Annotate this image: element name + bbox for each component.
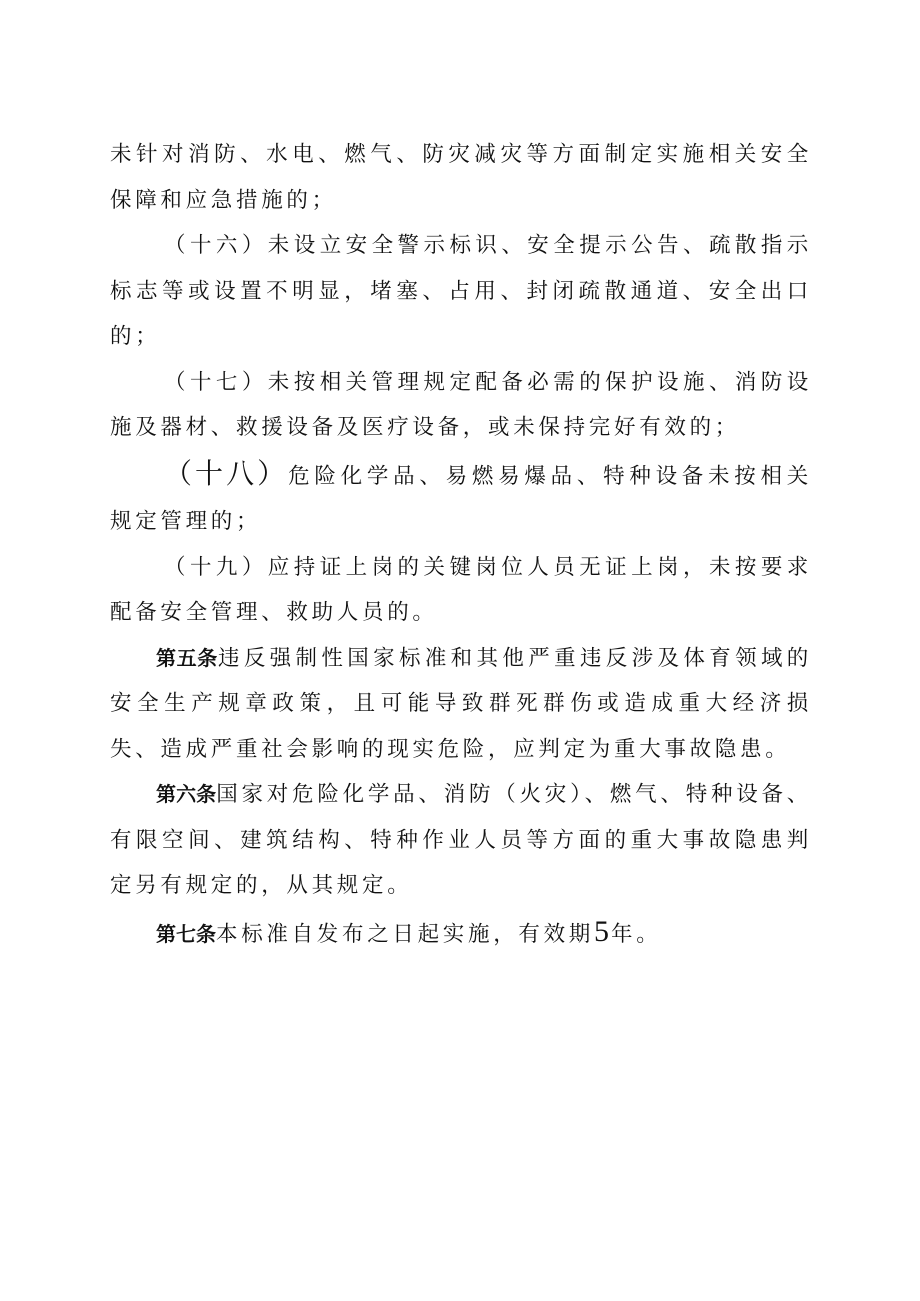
clause-16	[110, 223, 812, 360]
clause-18-number: （十八）	[164, 456, 289, 490]
article-5	[110, 636, 812, 773]
article-7-text-after: 年。	[611, 921, 662, 947]
article-7-years: 5	[594, 914, 612, 948]
clause-19	[110, 545, 812, 636]
clause-17-text: （十七）未按相关管理规定配备必需的保护设施、消防设施及器材、救援设备及医疗设备，或未保持完好有效的；	[110, 369, 812, 440]
clause-continuation-text: 未针对消防、水电、燃气、防灾减灾等方面制定实施相关安全保障和应急措施的；	[110, 142, 812, 213]
article-5-label: 第五条	[156, 645, 218, 670]
document-page	[110, 132, 812, 957]
article-5-text: 违反强制性国家标准和其他严重违反涉及体育领域的安全生产规章政策，且可能导致群死群伤或造成重大经济损失、造成严重社会影响的现实危险，应判定为重大事故隐患。	[110, 645, 812, 762]
clause-17	[110, 360, 812, 451]
article-7	[110, 909, 812, 958]
article-6	[110, 772, 812, 909]
clause-18-text: 危险化学品、易燃易爆品、特种设备未按相关规定管理的；	[110, 463, 812, 534]
clause-18	[110, 451, 812, 545]
article-7-text-before: 本标准自发布之日起实施，有效期	[216, 921, 595, 947]
clause-19-text: （十九）应持证上岗的关键岗位人员无证上岗，未按要求配备安全管理、救助人员的。	[110, 554, 812, 625]
clause-16-text: （十六）未设立安全警示标识、安全提示公告、疏散指示标志等或设置不明显，堵塞、占用、封闭疏散通道、安全出口的；	[110, 233, 812, 349]
article-7-label: 第七条	[156, 921, 216, 946]
clause-continuation	[110, 132, 812, 223]
article-6-text: 国家对危险化学品、消防（火灾）、燃气、特种设备、有限空间、建筑结构、特种作业人员等方面的重大事故隐患判定另有规定的，从其规定。	[110, 782, 813, 898]
article-6-label: 第六条	[156, 782, 217, 806]
